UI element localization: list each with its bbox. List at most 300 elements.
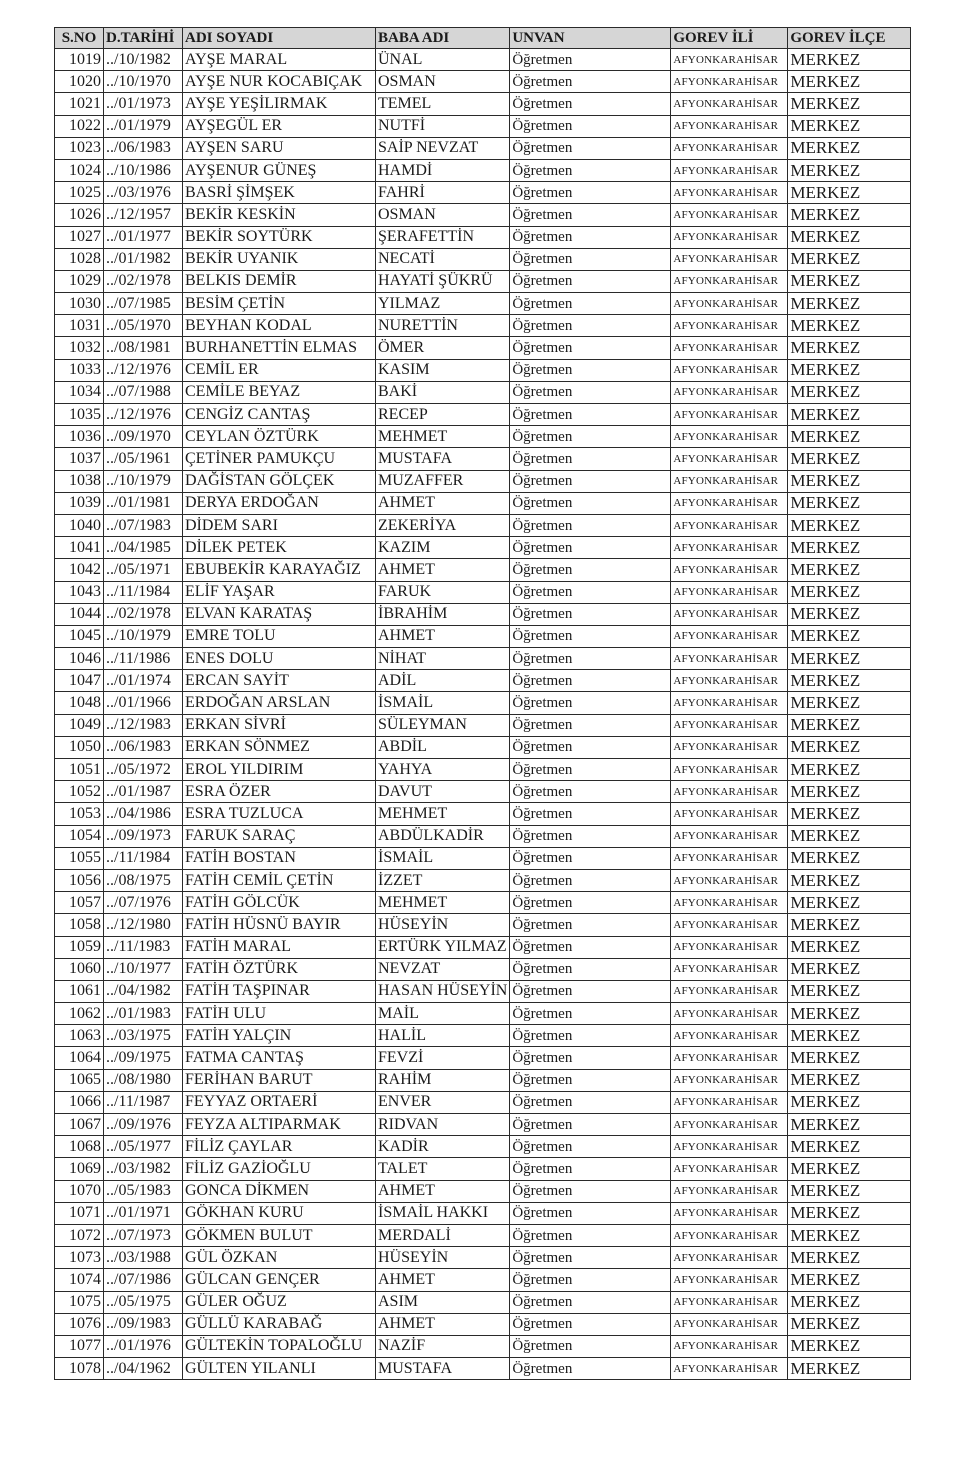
cell-district: MERKEZ (788, 137, 911, 159)
cell-father-name: İSMAİL (376, 692, 510, 714)
cell-district: MERKEZ (788, 958, 911, 980)
cell-province: AFYONKARAHİSAR (671, 426, 788, 448)
teacher-list-table (54, 27, 911, 1380)
cell-full-name: CEMİLE BEYAZ (183, 381, 376, 403)
cell-birth-date: ../11/1987 (104, 1091, 183, 1113)
cell-sno: 1056 (55, 869, 104, 891)
cell-district: MERKEZ (788, 1091, 911, 1113)
cell-province: AFYONKARAHİSAR (671, 825, 788, 847)
cell-sno: 1069 (55, 1158, 104, 1180)
table-row (55, 781, 911, 803)
table-row (55, 293, 911, 315)
cell-title: Öğretmen (510, 714, 671, 736)
cell-father-name: NAZİF (376, 1335, 510, 1357)
cell-sno: 1050 (55, 736, 104, 758)
cell-province: AFYONKARAHİSAR (671, 1091, 788, 1113)
cell-title: Öğretmen (510, 1202, 671, 1224)
cell-sno: 1023 (55, 137, 104, 159)
table-row (55, 1025, 911, 1047)
cell-full-name: FATİH GÖLCÜK (183, 892, 376, 914)
cell-birth-date: ../07/1988 (104, 381, 183, 403)
cell-sno: 1034 (55, 381, 104, 403)
cell-father-name: AHMET (376, 625, 510, 647)
table-row (55, 1358, 911, 1380)
table-row (55, 381, 911, 403)
cell-title: Öğretmen (510, 1158, 671, 1180)
cell-full-name: EMRE TOLU (183, 625, 376, 647)
cell-title: Öğretmen (510, 381, 671, 403)
cell-sno: 1045 (55, 625, 104, 647)
cell-sno: 1028 (55, 248, 104, 270)
table-row (55, 803, 911, 825)
cell-province: AFYONKARAHİSAR (671, 1136, 788, 1158)
cell-father-name: NİHAT (376, 648, 510, 670)
cell-title: Öğretmen (510, 1180, 671, 1202)
cell-province: AFYONKARAHİSAR (671, 648, 788, 670)
cell-district: MERKEZ (788, 759, 911, 781)
cell-district: MERKEZ (788, 426, 911, 448)
cell-district: MERKEZ (788, 1202, 911, 1224)
cell-birth-date: ../05/1975 (104, 1291, 183, 1313)
cell-birth-date: ../09/1973 (104, 825, 183, 847)
cell-title: Öğretmen (510, 692, 671, 714)
table-row (55, 93, 911, 115)
cell-title: Öğretmen (510, 670, 671, 692)
header-district: GOREV İLÇE (788, 28, 911, 49)
cell-full-name: FEYZA ALTIPARMAK (183, 1114, 376, 1136)
cell-birth-date: ../08/1980 (104, 1069, 183, 1091)
cell-sno: 1043 (55, 581, 104, 603)
cell-father-name: YAHYA (376, 759, 510, 781)
cell-sno: 1048 (55, 692, 104, 714)
cell-birth-date: ../01/1979 (104, 115, 183, 137)
cell-province: AFYONKARAHİSAR (671, 1003, 788, 1025)
cell-province: AFYONKARAHİSAR (671, 603, 788, 625)
cell-full-name: FATMA CANTAŞ (183, 1047, 376, 1069)
cell-sno: 1027 (55, 226, 104, 248)
table-row (55, 1069, 911, 1091)
cell-father-name: AHMET (376, 1313, 510, 1335)
cell-father-name: HÜSEYİN (376, 914, 510, 936)
table-row (55, 404, 911, 426)
cell-province: AFYONKARAHİSAR (671, 71, 788, 93)
cell-full-name: FATİH YALÇIN (183, 1025, 376, 1047)
cell-title: Öğretmen (510, 803, 671, 825)
cell-birth-date: ../03/1976 (104, 182, 183, 204)
cell-title: Öğretmen (510, 248, 671, 270)
cell-province: AFYONKARAHİSAR (671, 869, 788, 891)
cell-birth-date: ../04/1986 (104, 803, 183, 825)
cell-father-name: AHMET (376, 1180, 510, 1202)
cell-father-name: BAKİ (376, 381, 510, 403)
cell-province: AFYONKARAHİSAR (671, 847, 788, 869)
cell-district: MERKEZ (788, 603, 911, 625)
cell-birth-date: ../10/1979 (104, 470, 183, 492)
cell-sno: 1063 (55, 1025, 104, 1047)
cell-full-name: CENGİZ CANTAŞ (183, 404, 376, 426)
cell-birth-date: ../04/1982 (104, 980, 183, 1002)
cell-title: Öğretmen (510, 204, 671, 226)
cell-sno: 1020 (55, 71, 104, 93)
cell-birth-date: ../01/1966 (104, 692, 183, 714)
cell-title: Öğretmen (510, 514, 671, 536)
table-row (55, 692, 911, 714)
cell-title: Öğretmen (510, 1069, 671, 1091)
cell-title: Öğretmen (510, 603, 671, 625)
cell-full-name: ÇETİNER PAMUKÇU (183, 448, 376, 470)
cell-sno: 1070 (55, 1180, 104, 1202)
cell-sno: 1044 (55, 603, 104, 625)
cell-province: AFYONKARAHİSAR (671, 892, 788, 914)
cell-province: AFYONKARAHİSAR (671, 115, 788, 137)
cell-sno: 1075 (55, 1291, 104, 1313)
cell-title: Öğretmen (510, 1025, 671, 1047)
cell-full-name: AYŞENUR GÜNEŞ (183, 159, 376, 181)
cell-full-name: BEKİR SOYTÜRK (183, 226, 376, 248)
cell-full-name: GÜLTEN YILANLI (183, 1358, 376, 1380)
table-row (55, 204, 911, 226)
cell-district: MERKEZ (788, 182, 911, 204)
cell-full-name: GÜLLÜ KARABAĞ (183, 1313, 376, 1335)
cell-sno: 1031 (55, 315, 104, 337)
cell-birth-date: ../04/1962 (104, 1358, 183, 1380)
cell-district: MERKEZ (788, 248, 911, 270)
cell-father-name: SAİP NEVZAT (376, 137, 510, 159)
cell-district: MERKEZ (788, 581, 911, 603)
cell-district: MERKEZ (788, 892, 911, 914)
cell-district: MERKEZ (788, 1136, 911, 1158)
cell-full-name: FATİH CEMİL ÇETİN (183, 869, 376, 891)
cell-sno: 1024 (55, 159, 104, 181)
cell-title: Öğretmen (510, 559, 671, 581)
cell-sno: 1019 (55, 49, 104, 71)
cell-father-name: RAHİM (376, 1069, 510, 1091)
cell-district: MERKEZ (788, 1335, 911, 1357)
cell-father-name: İBRAHİM (376, 603, 510, 625)
cell-title: Öğretmen (510, 869, 671, 891)
cell-sno: 1025 (55, 182, 104, 204)
cell-title: Öğretmen (510, 359, 671, 381)
cell-father-name: ASIM (376, 1291, 510, 1313)
cell-birth-date: ../01/1982 (104, 248, 183, 270)
cell-full-name: DİLEK PETEK (183, 537, 376, 559)
cell-title: Öğretmen (510, 448, 671, 470)
cell-title: Öğretmen (510, 337, 671, 359)
cell-full-name: ENES DOLU (183, 648, 376, 670)
cell-title: Öğretmen (510, 1291, 671, 1313)
cell-province: AFYONKARAHİSAR (671, 1358, 788, 1380)
cell-full-name: BESİM ÇETİN (183, 293, 376, 315)
table-row (55, 1269, 911, 1291)
cell-father-name: ABDÜLKADİR (376, 825, 510, 847)
cell-sno: 1022 (55, 115, 104, 137)
cell-full-name: EROL YILDIRIM (183, 759, 376, 781)
cell-province: AFYONKARAHİSAR (671, 958, 788, 980)
cell-province: AFYONKARAHİSAR (671, 137, 788, 159)
cell-district: MERKEZ (788, 381, 911, 403)
cell-full-name: FİLİZ GAZİOĞLU (183, 1158, 376, 1180)
cell-province: AFYONKARAHİSAR (671, 492, 788, 514)
cell-father-name: MUSTAFA (376, 1358, 510, 1380)
table-row (55, 1247, 911, 1269)
cell-province: AFYONKARAHİSAR (671, 1335, 788, 1357)
cell-province: AFYONKARAHİSAR (671, 49, 788, 71)
cell-father-name: ABDİL (376, 736, 510, 758)
cell-district: MERKEZ (788, 869, 911, 891)
cell-sno: 1037 (55, 448, 104, 470)
cell-province: AFYONKARAHİSAR (671, 204, 788, 226)
cell-sno: 1049 (55, 714, 104, 736)
table-row (55, 648, 911, 670)
table-row (55, 603, 911, 625)
cell-sno: 1057 (55, 892, 104, 914)
cell-district: MERKEZ (788, 692, 911, 714)
table-row (55, 71, 911, 93)
table-row (55, 559, 911, 581)
cell-province: AFYONKARAHİSAR (671, 1291, 788, 1313)
cell-father-name: OSMAN (376, 204, 510, 226)
cell-district: MERKEZ (788, 159, 911, 181)
cell-father-name: FAHRİ (376, 182, 510, 204)
cell-sno: 1061 (55, 980, 104, 1002)
cell-province: AFYONKARAHİSAR (671, 980, 788, 1002)
cell-title: Öğretmen (510, 137, 671, 159)
cell-full-name: ERKAN SÖNMEZ (183, 736, 376, 758)
cell-title: Öğretmen (510, 759, 671, 781)
cell-father-name: RECEP (376, 404, 510, 426)
cell-district: MERKEZ (788, 1358, 911, 1380)
cell-full-name: ELİF YAŞAR (183, 581, 376, 603)
table-row (55, 1202, 911, 1224)
cell-title: Öğretmen (510, 1136, 671, 1158)
cell-father-name: ADİL (376, 670, 510, 692)
cell-sno: 1072 (55, 1224, 104, 1246)
cell-birth-date: ../02/1978 (104, 603, 183, 625)
cell-sno: 1067 (55, 1114, 104, 1136)
cell-full-name: CEYLAN ÖZTÜRK (183, 426, 376, 448)
cell-title: Öğretmen (510, 1047, 671, 1069)
cell-birth-date: ../10/1977 (104, 958, 183, 980)
cell-father-name: AHMET (376, 1269, 510, 1291)
cell-title: Öğretmen (510, 226, 671, 248)
table-row (55, 49, 911, 71)
cell-title: Öğretmen (510, 1114, 671, 1136)
cell-full-name: FATİH BOSTAN (183, 847, 376, 869)
table-row (55, 315, 911, 337)
cell-province: AFYONKARAHİSAR (671, 248, 788, 270)
table-row (55, 470, 911, 492)
cell-birth-date: ../01/1976 (104, 1335, 183, 1357)
cell-father-name: HALİL (376, 1025, 510, 1047)
cell-province: AFYONKARAHİSAR (671, 359, 788, 381)
cell-district: MERKEZ (788, 1047, 911, 1069)
table-row (55, 759, 911, 781)
cell-title: Öğretmen (510, 1335, 671, 1357)
table-row (55, 514, 911, 536)
cell-district: MERKEZ (788, 648, 911, 670)
cell-title: Öğretmen (510, 625, 671, 647)
cell-sno: 1055 (55, 847, 104, 869)
cell-father-name: ÜNAL (376, 49, 510, 71)
cell-district: MERKEZ (788, 936, 911, 958)
cell-title: Öğretmen (510, 1358, 671, 1380)
cell-sno: 1065 (55, 1069, 104, 1091)
cell-district: MERKEZ (788, 714, 911, 736)
table-row (55, 137, 911, 159)
cell-title: Öğretmen (510, 293, 671, 315)
cell-birth-date: ../01/1981 (104, 492, 183, 514)
cell-district: MERKEZ (788, 914, 911, 936)
cell-father-name: ERTÜRK YILMAZ (376, 936, 510, 958)
cell-district: MERKEZ (788, 514, 911, 536)
cell-full-name: FATİH ÖZTÜRK (183, 958, 376, 980)
cell-father-name: NECATİ (376, 248, 510, 270)
cell-full-name: ERDOĞAN ARSLAN (183, 692, 376, 714)
cell-title: Öğretmen (510, 581, 671, 603)
cell-district: MERKEZ (788, 270, 911, 292)
cell-sno: 1039 (55, 492, 104, 514)
cell-sno: 1030 (55, 293, 104, 315)
cell-sno: 1026 (55, 204, 104, 226)
header-father-name: BABA ADI (376, 28, 510, 49)
cell-district: MERKEZ (788, 226, 911, 248)
cell-title: Öğretmen (510, 404, 671, 426)
cell-sno: 1074 (55, 1269, 104, 1291)
cell-sno: 1046 (55, 648, 104, 670)
cell-birth-date: ../10/1979 (104, 625, 183, 647)
cell-father-name: KAZIM (376, 537, 510, 559)
cell-father-name: TEMEL (376, 93, 510, 115)
cell-title: Öğretmen (510, 648, 671, 670)
cell-birth-date: ../11/1984 (104, 581, 183, 603)
cell-father-name: NUTFİ (376, 115, 510, 137)
cell-father-name: SÜLEYMAN (376, 714, 510, 736)
cell-father-name: MUSTAFA (376, 448, 510, 470)
cell-sno: 1029 (55, 270, 104, 292)
cell-province: AFYONKARAHİSAR (671, 914, 788, 936)
cell-title: Öğretmen (510, 492, 671, 514)
cell-district: MERKEZ (788, 448, 911, 470)
cell-district: MERKEZ (788, 1158, 911, 1180)
cell-title: Öğretmen (510, 182, 671, 204)
table-row (55, 914, 911, 936)
cell-full-name: GONCA DİKMEN (183, 1180, 376, 1202)
table-row (55, 825, 911, 847)
cell-sno: 1053 (55, 803, 104, 825)
cell-father-name: NEVZAT (376, 958, 510, 980)
cell-province: AFYONKARAHİSAR (671, 625, 788, 647)
cell-full-name: BEKİR KESKİN (183, 204, 376, 226)
cell-father-name: İZZET (376, 869, 510, 891)
cell-birth-date: ../10/1970 (104, 71, 183, 93)
cell-birth-date: ../07/1986 (104, 1269, 183, 1291)
cell-birth-date: ../10/1982 (104, 49, 183, 71)
table-row (55, 869, 911, 891)
cell-district: MERKEZ (788, 559, 911, 581)
cell-birth-date: ../04/1985 (104, 537, 183, 559)
cell-full-name: FİLİZ ÇAYLAR (183, 1136, 376, 1158)
cell-father-name: MUZAFFER (376, 470, 510, 492)
cell-father-name: AHMET (376, 559, 510, 581)
cell-sno: 1076 (55, 1313, 104, 1335)
cell-district: MERKEZ (788, 825, 911, 847)
cell-district: MERKEZ (788, 1224, 911, 1246)
cell-father-name: DAVUT (376, 781, 510, 803)
table-row (55, 226, 911, 248)
cell-province: AFYONKARAHİSAR (671, 1269, 788, 1291)
cell-birth-date: ../06/1983 (104, 736, 183, 758)
cell-district: MERKEZ (788, 1069, 911, 1091)
cell-district: MERKEZ (788, 625, 911, 647)
cell-sno: 1047 (55, 670, 104, 692)
cell-father-name: İSMAİL HAKKI (376, 1202, 510, 1224)
cell-district: MERKEZ (788, 1291, 911, 1313)
table-row (55, 892, 911, 914)
cell-birth-date: ../05/1970 (104, 315, 183, 337)
cell-full-name: AYŞEGÜL ER (183, 115, 376, 137)
cell-district: MERKEZ (788, 1247, 911, 1269)
cell-full-name: GÜL ÖZKAN (183, 1247, 376, 1269)
cell-father-name: MEHMET (376, 803, 510, 825)
cell-full-name: AYŞE MARAL (183, 49, 376, 71)
cell-full-name: FATİH TAŞPINAR (183, 980, 376, 1002)
cell-birth-date: ../01/1974 (104, 670, 183, 692)
cell-province: AFYONKARAHİSAR (671, 93, 788, 115)
cell-province: AFYONKARAHİSAR (671, 470, 788, 492)
table-header (55, 28, 911, 49)
table-row (55, 1136, 911, 1158)
cell-full-name: FARUK SARAÇ (183, 825, 376, 847)
header-province: GOREV İLİ (671, 28, 788, 49)
table-row (55, 936, 911, 958)
cell-sno: 1054 (55, 825, 104, 847)
cell-birth-date: ../05/1972 (104, 759, 183, 781)
cell-province: AFYONKARAHİSAR (671, 293, 788, 315)
cell-district: MERKEZ (788, 470, 911, 492)
cell-father-name: HASAN HÜSEYİN (376, 980, 510, 1002)
table-row (55, 1313, 911, 1335)
cell-province: AFYONKARAHİSAR (671, 559, 788, 581)
cell-title: Öğretmen (510, 315, 671, 337)
header-title: UNVAN (510, 28, 671, 49)
table-row (55, 270, 911, 292)
cell-province: AFYONKARAHİSAR (671, 270, 788, 292)
cell-birth-date: ../09/1976 (104, 1114, 183, 1136)
cell-province: AFYONKARAHİSAR (671, 692, 788, 714)
cell-birth-date: ../07/1985 (104, 293, 183, 315)
cell-father-name: HÜSEYİN (376, 1247, 510, 1269)
cell-father-name: HAYATİ ŞÜKRÜ (376, 270, 510, 292)
cell-sno: 1071 (55, 1202, 104, 1224)
table-row (55, 492, 911, 514)
cell-sno: 1073 (55, 1247, 104, 1269)
cell-province: AFYONKARAHİSAR (671, 381, 788, 403)
cell-district: MERKEZ (788, 803, 911, 825)
cell-full-name: AYŞE NUR KOCABIÇAK (183, 71, 376, 93)
table-row (55, 1091, 911, 1113)
cell-full-name: ERKAN SİVRİ (183, 714, 376, 736)
cell-title: Öğretmen (510, 825, 671, 847)
table-row (55, 958, 911, 980)
cell-birth-date: ../05/1971 (104, 559, 183, 581)
cell-district: MERKEZ (788, 1003, 911, 1025)
table-row (55, 1047, 911, 1069)
cell-father-name: AHMET (376, 492, 510, 514)
cell-title: Öğretmen (510, 847, 671, 869)
cell-birth-date: ../07/1973 (104, 1224, 183, 1246)
cell-title: Öğretmen (510, 781, 671, 803)
table-row (55, 1335, 911, 1357)
